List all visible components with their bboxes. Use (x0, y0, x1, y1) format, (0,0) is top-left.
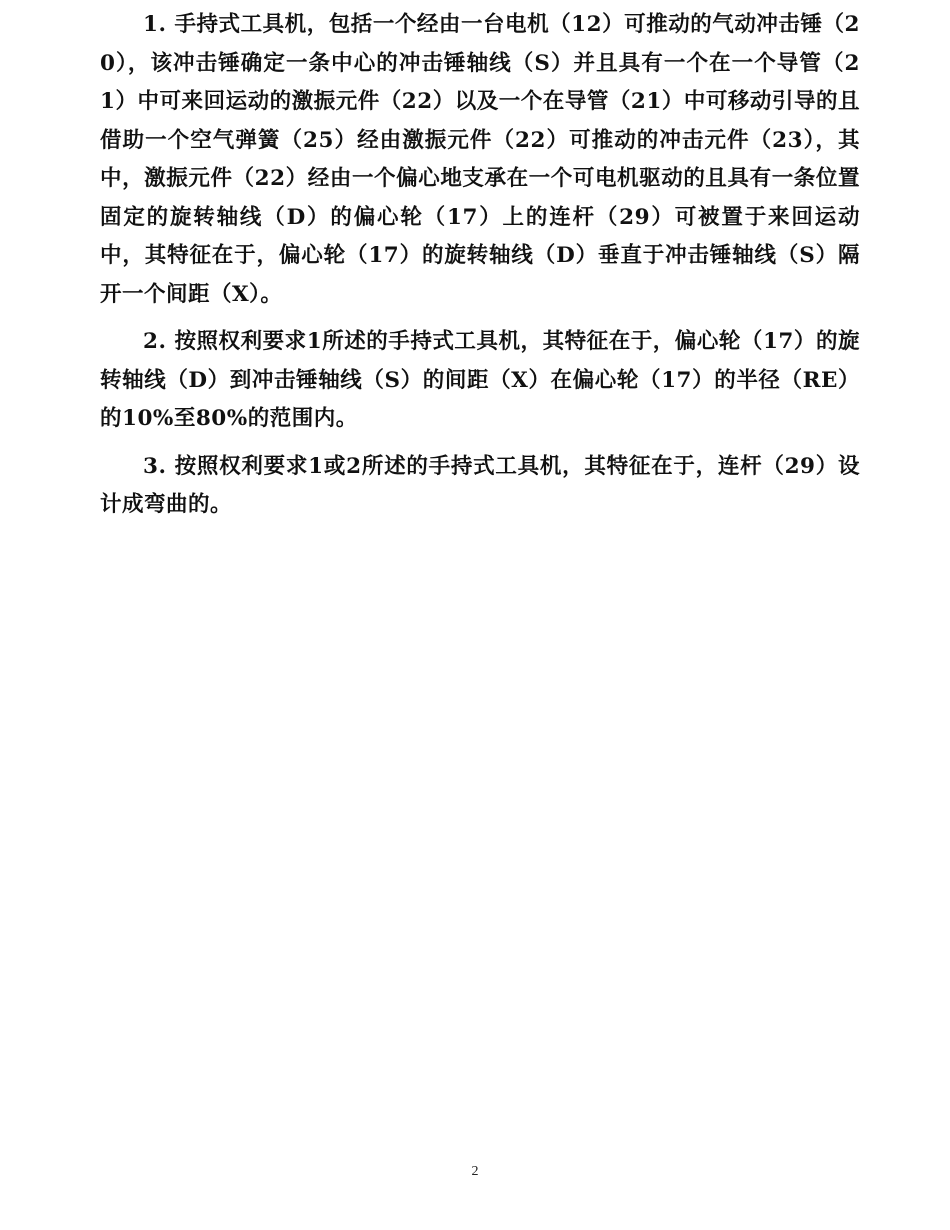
claim-3: 3. 按照权利要求1或2所述的手持式工具机，其特征在于，连杆（29）设计成弯曲的。 (100, 453, 860, 517)
claim-2: 2. 按照权利要求1所述的手持式工具机，其特征在于，偏心轮（17）的旋转轴线（D）到冲击锤轴线（S）的间距（X）在偏心轮（17）的半径（RE）的10%至80%的范围内。 (100, 329, 860, 431)
claims-list (100, 6, 860, 534)
page-number: 2 (471, 1164, 479, 1179)
claim-1: 1. 手持式工具机，包括一个经由一台电机（12）可推动的气动冲击锤（20），该冲击锤确定一条中心的冲击锤轴线（S）并且具有一个在一个导管（21）中可来回运动的激振元件（22）以及一个在导管（21）中可移动引导的且借助一个空气弹簧（25）经由激振元件（22）可推动的冲击元件（23），其中，激振元件（22）经由一个偏心地支承在一个可电机驱动的且具有一条位置固定的旋转轴线（D）的偏心轮（17）上的连杆（29）可被置于来回运动中，其特征在于，偏心轮（17）的旋转轴线（D）垂直于冲击锤轴线（S）隔开一个间距（X）。 (100, 12, 860, 307)
